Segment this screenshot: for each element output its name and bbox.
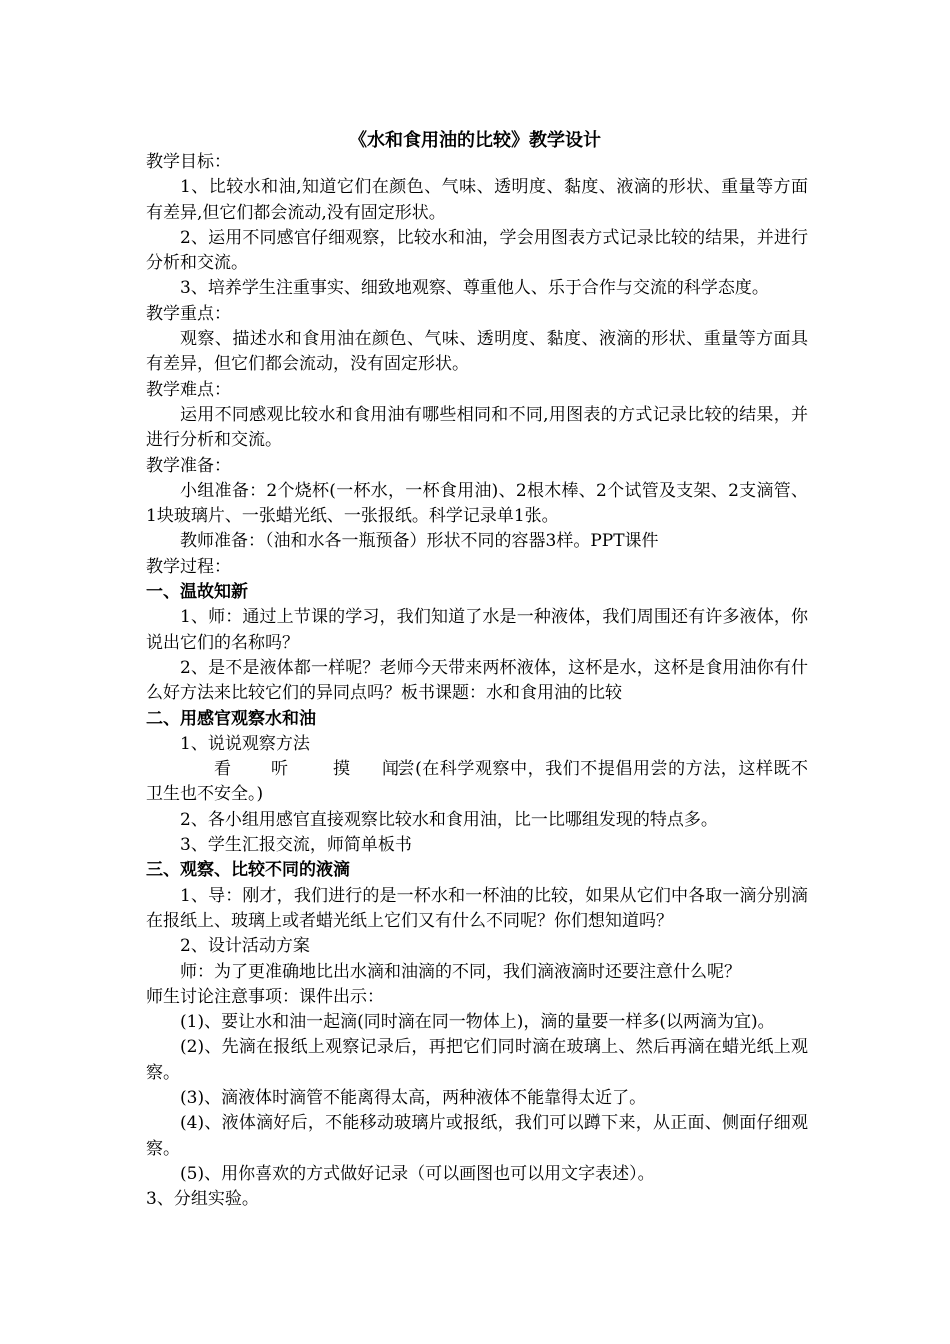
note-2: (2)、先滴在报纸上观察记录后，再把它们同时滴在玻璃上、然后再滴在蜡光纸上观察。 — [146, 1037, 808, 1083]
key-heading: 教学重点： — [146, 303, 231, 324]
senses-line — [146, 757, 808, 808]
goal-3: 3、培养学生注重事实、细致地观察、尊重他人、乐于合作与交流的科学态度。 — [180, 278, 769, 299]
goal-2: 2、运用不同感官仔细观察，比较水和油，学会用图表方式记录比较的结果，并进行分析和交流。 — [146, 227, 808, 274]
key-text: 观察、描述水和食用油在颜色、气味、透明度、黏度、液滴的形状、重量等方面具有差异，但它们都会流动，没有固定形状。 — [146, 329, 808, 375]
document-body — [146, 150, 808, 1212]
goals-heading: 教学目标： — [146, 152, 231, 172]
section-3-paragraph-2: 2、设计活动方案 — [180, 936, 310, 957]
section-3-paragraph-4: 师生讨论注意事项：课件出示： — [146, 986, 384, 1007]
section-3-heading: 三、观察、比较不同的液滴 — [146, 860, 350, 881]
preparation-heading: 教学准备： — [146, 455, 231, 476]
section-1-heading: 一、温故知新 — [146, 582, 248, 603]
section-1-paragraph-2: 2、是不是液体都一样呢？老师今天带来两杯液体，这杯是水，这杯是食用油你有什么好方法来比较它们的异同点吗？板书课题：水和食用油的比较 — [146, 657, 808, 704]
sense-touch: 摸 — [333, 759, 350, 780]
section-2-heading: 二、用感官观察水和油 — [146, 708, 316, 729]
sense-look: 看 — [214, 759, 231, 780]
final-step: 3、分组实验。 — [146, 1189, 259, 1210]
process-heading: 教学过程： — [146, 556, 231, 577]
note-1: (1)、要让水和油一起滴(同时滴在同一物体上)，滴的量要一样多(以两滴为宜)。 — [180, 1012, 775, 1033]
difficulty-heading: 教学难点： — [146, 379, 231, 400]
sense-listen: 听 — [271, 759, 288, 780]
section-2-paragraph-1: 1、说说观察方法 — [180, 733, 310, 754]
teacher-preparation: 教师准备：（油和水各一瓶预备）形状不同的容器3样。PPT课件 — [180, 531, 659, 552]
note-5: (5)、用你喜欢的方式做好记录（可以画图也可以用文字表述）。 — [180, 1163, 655, 1184]
goal-1: 1、比较水和油,知道它们在颜色、气味、透明度、黏度、液滴的形状、重量等方面有差异,但它们都会流动,没有固定形状。 — [146, 177, 808, 223]
section-1-paragraph-1: 1、师：通过上节课的学习，我们知道了水是一种液体，我们周围还有许多液体，你说出它们的名称吗？ — [146, 607, 808, 653]
difficulty-text: 运用不同感观比较水和食用油有哪些相同和不同,用图表的方式记录比较的结果，并进行分析和交流。 — [146, 404, 808, 451]
section-3-paragraph-1: 1、导：刚才，我们进行的是一杯水和一杯油的比较，如果从它们中各取一滴分别滴在报纸上、玻璃上或者蜡光纸上它们又有什么不同呢？你们想知道吗？ — [146, 885, 808, 931]
note-3: (3)、滴液体时滴管不能离得太高，两种液体不能靠得太近了。 — [180, 1087, 647, 1108]
section-2-paragraph-3: 3、学生汇报交流，师简单板书 — [180, 835, 412, 856]
section-3-paragraph-3: 师：为了更准确地比出水滴和油滴的不同，我们滴液滴时还要注意什么呢？ — [180, 961, 741, 982]
section-2-paragraph-2: 2、各小组用感官直接观察比较水和食用油，比一比哪组发现的特点多。 — [180, 809, 718, 830]
sense-taste: 尝(在科学观察中，我们不提倡用尝的方法，这样既不卫生也不安全。) — [146, 759, 808, 805]
group-preparation: 小组准备：2个烧杯(一杯水，一杯食用油)、2根木棒、2个试管及支架、2支滴管、1块玻璃片、一张蜡光纸、一张报纸。科学记录单1张。 — [146, 480, 808, 527]
sense-smell: 闻 — [382, 759, 399, 780]
note-4: (4)、液体滴好后，不能移动玻璃片或报纸，我们可以蹲下来，从正面、侧面仔细观察。 — [146, 1113, 808, 1159]
document-title: 《水和食用油的比较》教学设计 — [349, 130, 601, 151]
